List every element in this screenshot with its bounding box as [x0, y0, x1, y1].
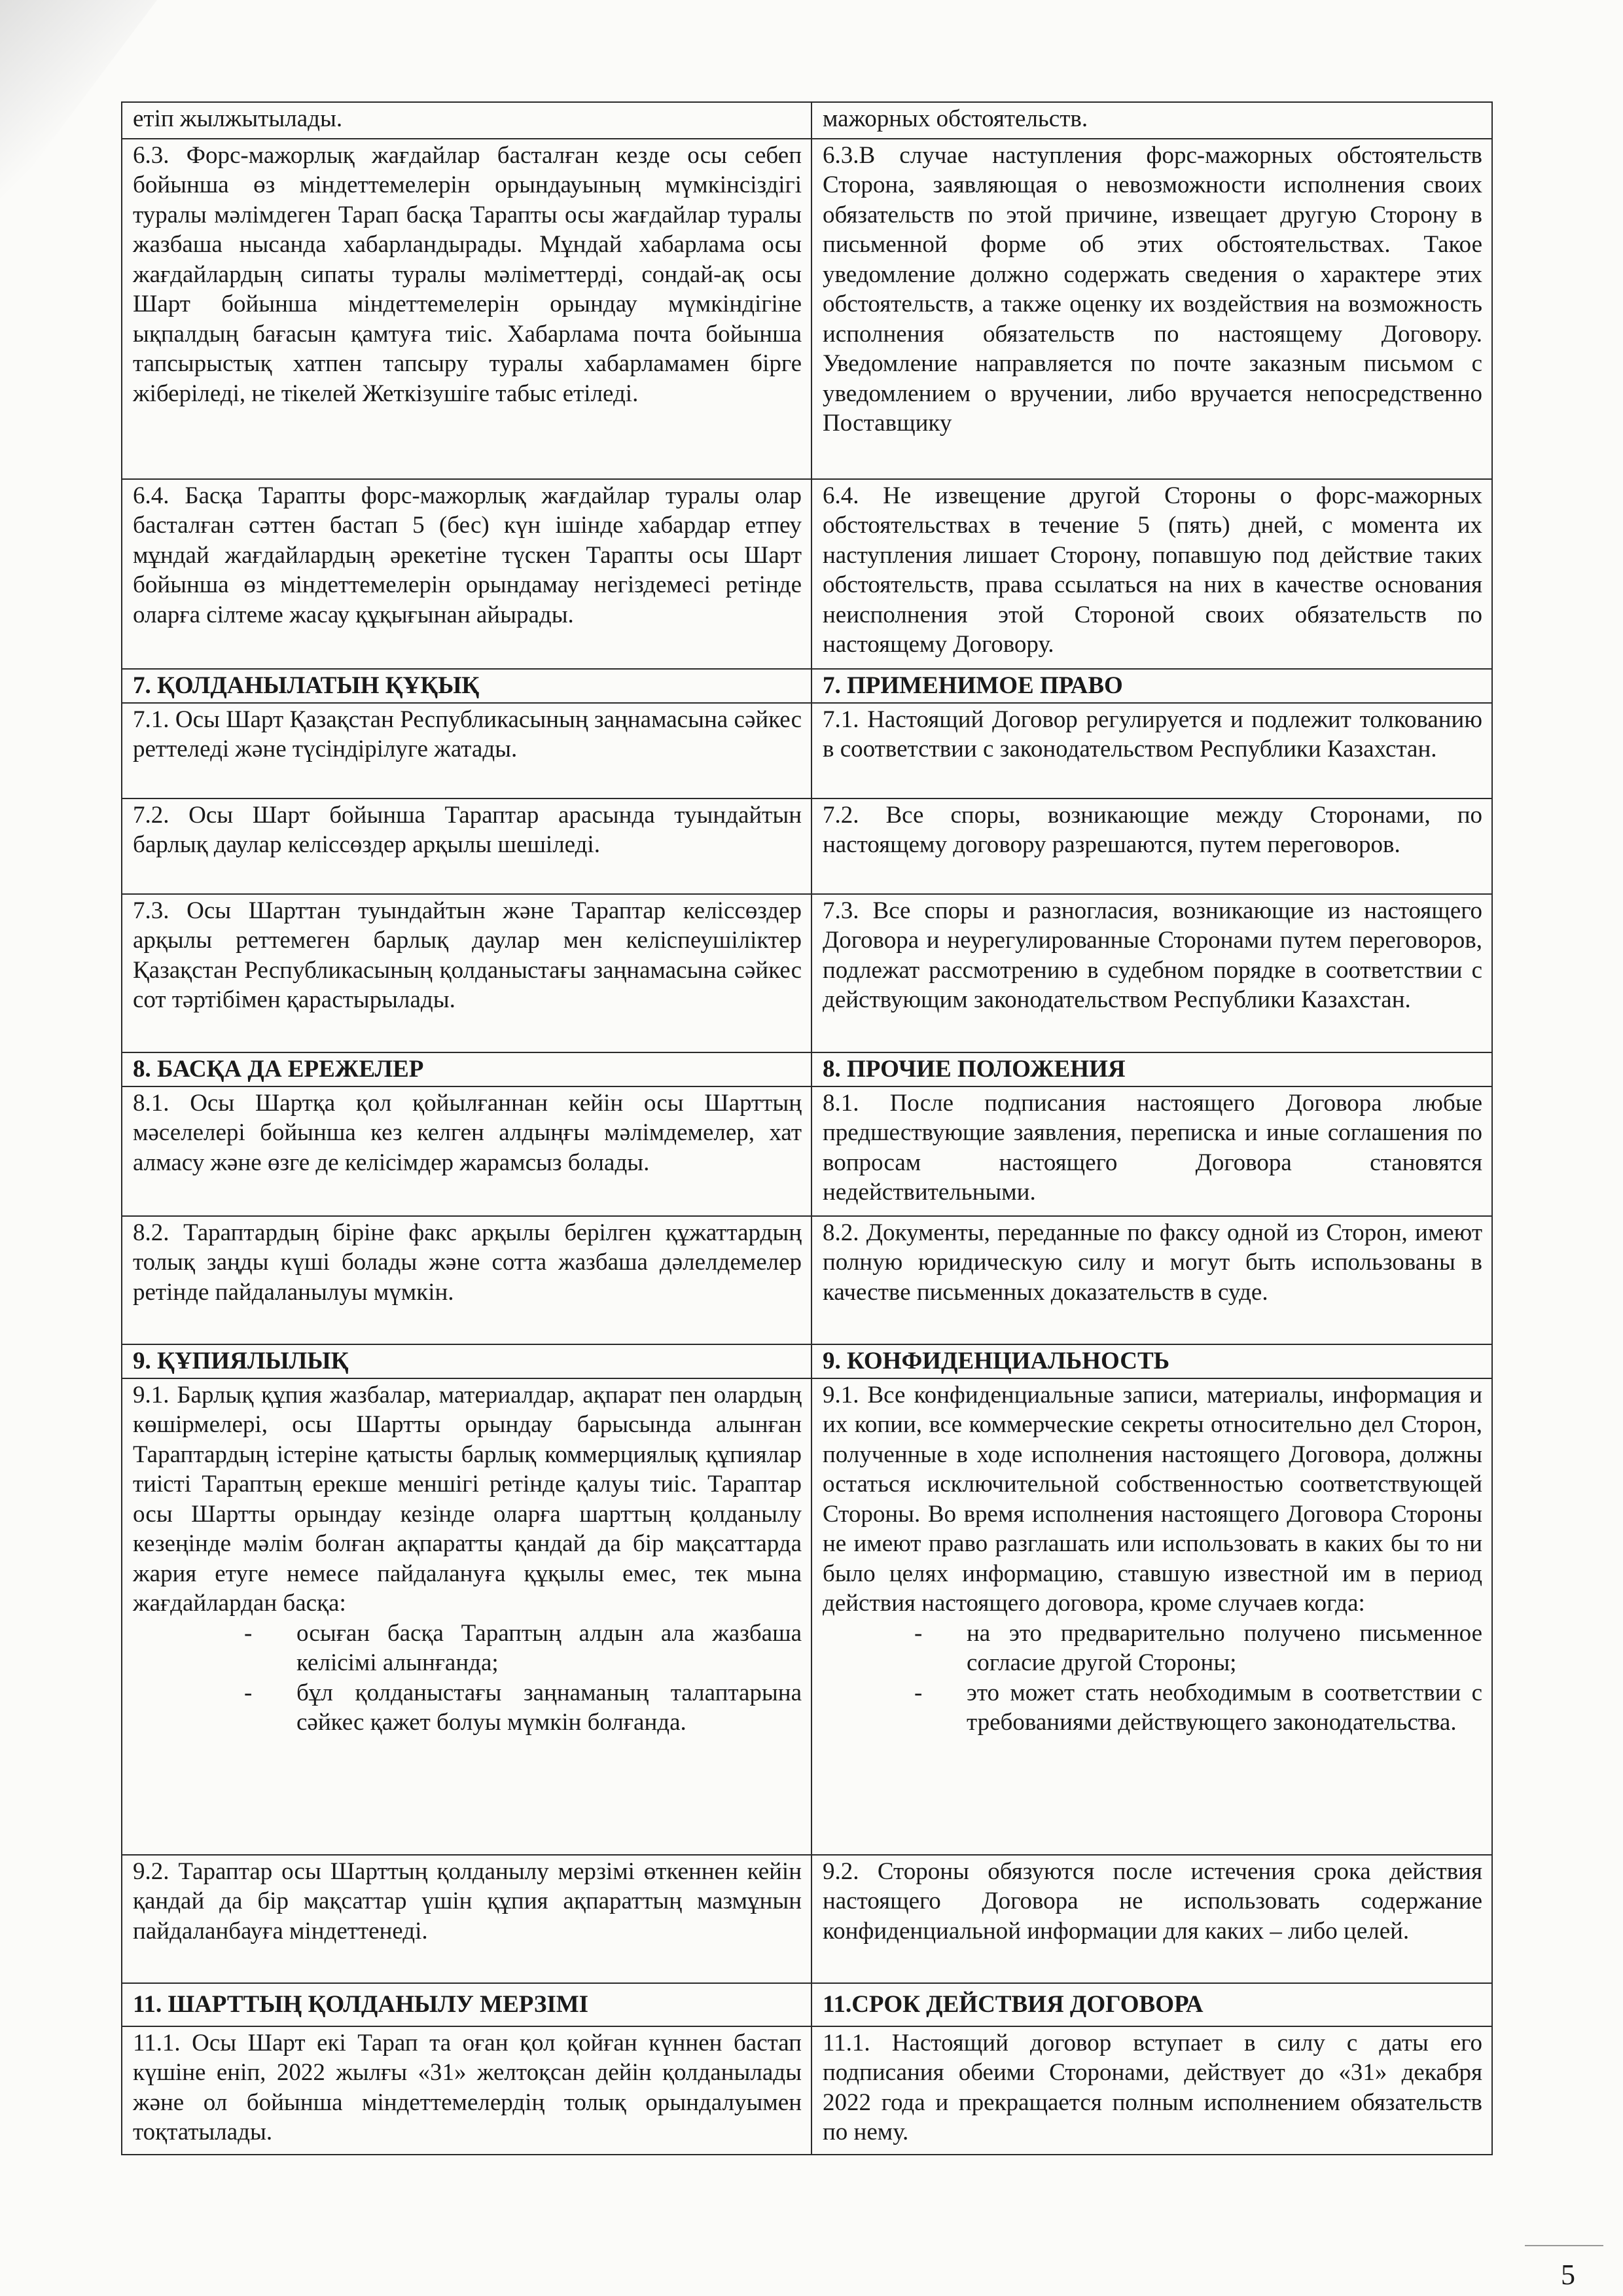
ru-cell: 7.2. Все споры, возникающие между Сторонами, по настоящему договору разрешаются, путем переговоров.: [812, 798, 1492, 894]
kz-section-heading: 8. БАСҚА ДА ЕРЕЖЕЛЕР: [122, 1052, 812, 1086]
ru-cell: 6.4. Не извещение другой Стороны о форс-мажорных обстоятельствах в течение 5 (пять) дней, с момента их наступления лишает Сторону, попавшую под действие таких обстоятельств, права ссылаться на них в качестве основания неисполнения этой Стороной своих обязательств по настоящему Договору.: [812, 479, 1492, 669]
ru-cell: 8.1. После подписания настоящего Договора любые предшествующие заявления, переписка и иные соглашения по вопросам настоящего Договора становятся недействительными.: [812, 1086, 1492, 1216]
ru-cell: 11.1. Настоящий договор вступает в силу с даты его подписания обеими Сторонами, действует до «31» декабря 2022 года и прекращается полным исполнением обязательств по нему.: [812, 2026, 1492, 2155]
section-heading-row: [122, 1983, 1492, 2026]
kz-cell: 6.3. Форс-мажорлық жағдайлар басталған кезде осы себеп бойынша өз міндеттемелерін орындауының мүмкінсіздігі туралы мәлімдеген Тарап басқа Тарапты осы жағдайлар туралы жазбаша нысанда хабарландырады. Мұндай хабарлама осы жағдайлардың сипаты туралы мәліметтерді, сондай-ақ осы Шарт бойынша міндеттемелерін орындау мүмкіндігіне ықпалдың бағасын қамтуға тиіс. Хабарлама почта бойынша тапсырыстық хатпен тапсыру туралы хабарламамен бірге жіберіледі, не тікелей Жеткізушіге табыс етіледі.: [122, 139, 812, 479]
ru-section-heading: 7. ПРИМЕНИМОЕ ПРАВО: [812, 669, 1492, 703]
kz-cell: 6.4. Басқа Тарапты форс-мажорлық жағдайлар туралы олар басталған сәттен бастап 5 (бес) күн ішінде хабардар етпеу мұндай жағдайлардың әрекетіне түскен Тарапты осы Шарт бойынша өз міндеттемелерін орындамау негіздемесі ретінде оларға сілтеме жасау құқығынан айырады.: [122, 479, 812, 669]
table-row: [122, 894, 1492, 1052]
ru-cell: 9.2. Стороны обязуются после истечения срока действия настоящего Договора не использовать содержание конфиденциальной информации для каких – либо целей.: [812, 1855, 1492, 1983]
table-row: [122, 1855, 1492, 1983]
ru-paragraph: 9.1. Все конфиденциальные записи, материалы, информация и их копии, все коммерческие секреты относительно дел Сторон, полученные в ходе исполнения настоящего Договора, должны остаться исключительной собственностью соответствующей Стороны. Во время исполнения настоящего Договора Стороны не имеют право разглашать или использовать в каких бы то ни было целях информацию, ставшую известной им в период действия настоящего договора, кроме случаев когда:: [823, 1381, 1482, 1617]
kz-cell: 9.2. Тараптар осы Шарттың қолданылу мерзімі өткеннен кейін қандай да бір мақсаттар үшін құпия ақпараттың мазмұнын пайдаланбауға міндеттенеді.: [122, 1855, 812, 1983]
kz-section-heading: 7. ҚОЛДАНЫЛАТЫН ҚҰҚЫҚ: [122, 669, 812, 703]
list-item: - осыған басқа Тараптың алдын ала жазбаша келісімі алынғанда;: [244, 1619, 802, 1678]
ru-cell: [812, 1378, 1492, 1855]
ru-section-heading: 9. КОНФИДЕНЦИАЛЬНОСТЬ: [812, 1344, 1492, 1378]
table-row: [122, 479, 1492, 669]
list-item: - на это предварительно получено письменное согласие другой Стороны;: [914, 1619, 1482, 1678]
ru-cell: 8.2. Документы, переданные по факсу одной из Сторон, имеют полную юридическую силу и могут быть использованы в качестве письменных доказательств в суде.: [812, 1216, 1492, 1344]
table-row: [122, 703, 1492, 798]
page-number: 5: [1561, 2259, 1575, 2291]
table-row: [122, 798, 1492, 894]
ru-cell: 7.1. Настоящий Договор регулируется и подлежит толкованию в соответствии с законодательством Республики Казахстан.: [812, 703, 1492, 798]
table-row: [122, 102, 1492, 139]
ru-section-heading: 11.СРОК ДЕЙСТВИЯ ДОГОВОРА: [812, 1983, 1492, 2026]
kz-paragraph: 9.1. Барлық құпия жазбалар, материалдар, ақпарат пен олардың көшірмелері, осы Шартты орындау барысында алынған Тараптардың істеріне қатысты барлық коммерциялық құпиялар тиісті Тараптың ерекше меншігі ретінде қалуы тиіс. Тараптар осы Шартты орындау кезінде оларға шарттың қолданылу кезеңінде мәлім болған ақпаратты қандай да бір мақсаттарда жария етуге немесе пайдалануға құқылы емес, тек мына жағдайлардан басқа:: [133, 1381, 802, 1617]
section-heading-row: [122, 1052, 1492, 1086]
kz-section-heading: 11. ШАРТТЫҢ ҚОЛДАНЫЛУ МЕРЗІМІ: [122, 1983, 812, 2026]
kz-exception-list: [133, 1619, 802, 1738]
kz-cell: 11.1. Осы Шарт екі Тарап та оған қол қойған күннен бастап күшіне еніп, 2022 жылғы «31» желтоқсан дейін қолданылады және ол бойынша міндеттемелердің толық орындалуымен тоқтатылады.: [122, 2026, 812, 2155]
ru-exception-list: [823, 1619, 1482, 1738]
bilingual-contract-table: [121, 101, 1493, 2155]
table-row: [122, 2026, 1492, 2155]
kz-cell: [122, 1378, 812, 1855]
list-item: - бұл қолданыстағы заңнаманың талаптарына сәйкес қажет болуы мүмкін болғанда.: [244, 1678, 802, 1738]
table-row: [122, 1378, 1492, 1855]
table-row: [122, 1086, 1492, 1216]
section-heading-row: [122, 669, 1492, 703]
kz-cell: 7.3. Осы Шарттан туындайтын және Тараптар келіссөздер арқылы реттемеген барлық даулар мен келіспеушіліктер Қазақстан Республикасының қолданыстағы заңнамасына сәйкес сот тәртібімен қарастырылады.: [122, 894, 812, 1052]
kz-section-heading: 9. ҚҰПИЯЛЫЛЫҚ: [122, 1344, 812, 1378]
kz-cell: 8.2. Тараптардың біріне факс арқылы берілген құжаттардың толық заңды күші болады және сотта жазбаша дәлелдемелер ретінде пайдаланылуы мүмкін.: [122, 1216, 812, 1344]
kz-cell: 8.1. Осы Шартқа қол қойылғаннан кейін осы Шарттың мәселелері бойынша кез келген алдыңғы мәлімдемелер, хат алмасу және өзге де келісімдер жарамсыз болады.: [122, 1086, 812, 1216]
ru-section-heading: 8. ПРОЧИЕ ПОЛОЖЕНИЯ: [812, 1052, 1492, 1086]
kz-cell: етіп жылжытылады.: [122, 102, 812, 139]
table-row: [122, 139, 1492, 479]
page-number-rule: [1525, 2245, 1603, 2246]
section-heading-row: [122, 1344, 1492, 1378]
ru-cell: 6.3.В случае наступления форс-мажорных обстоятельств Сторона, заявляющая о невозможности исполнения своих обязательств по этой причине, извещает другую Сторону в письменной форме об этих обстоятельствах. Такое уведомление должно содержать сведения о характере этих обстоятельств, а также оценку их воздействия на возможность исполнения обязательств по настоящему Договору. Уведомление направляется по почте заказным письмом с уведомлением о вручении, либо вручается непосредственно Поставщику: [812, 139, 1492, 479]
ru-cell: мажорных обстоятельств.: [812, 102, 1492, 139]
kz-cell: 7.2. Осы Шарт бойынша Тараптар арасында туындайтын барлық даулар келіссөздер арқылы шешіледі.: [122, 798, 812, 894]
list-item: - это может стать необходимым в соответствии с требованиями действующего законодательства.: [914, 1678, 1482, 1738]
kz-cell: 7.1. Осы Шарт Қазақстан Республикасының заңнамасына сәйкес реттеледі және түсіндірілуге жатады.: [122, 703, 812, 798]
table-row: [122, 1216, 1492, 1344]
ru-cell: 7.3. Все споры и разногласия, возникающие из настоящего Договора и неурегулированные Сторонами путем переговоров, подлежат рассмотрению в судебном порядке в соответствии с действующим законодательством Республики Казахстан.: [812, 894, 1492, 1052]
